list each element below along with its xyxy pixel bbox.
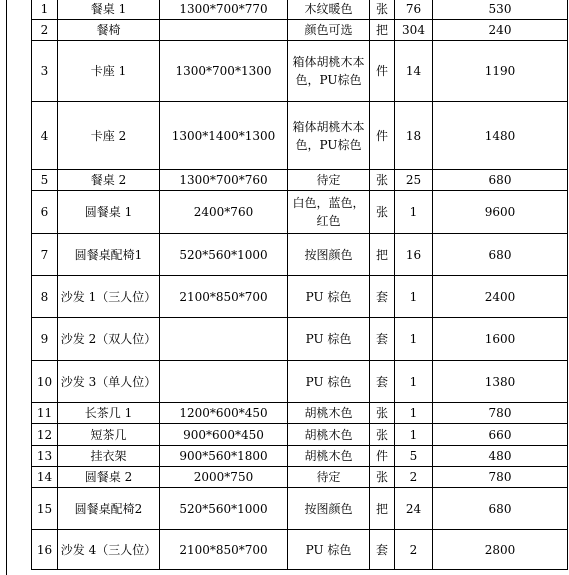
row-number: 14 bbox=[32, 467, 58, 488]
row-number: 1 bbox=[32, 0, 58, 20]
item-unit: 张 bbox=[370, 191, 395, 234]
item-quantity: 24 bbox=[395, 488, 433, 530]
item-color: 按图颜色 bbox=[288, 234, 370, 276]
item-color: 待定 bbox=[288, 467, 370, 488]
table-row bbox=[32, 403, 568, 424]
item-price: 1480 bbox=[433, 102, 568, 170]
item-price: 680 bbox=[433, 234, 568, 276]
item-quantity: 2 bbox=[395, 530, 433, 570]
item-price: 2800 bbox=[433, 530, 568, 570]
item-price: 660 bbox=[433, 424, 568, 446]
item-color: 颜色可选 bbox=[288, 20, 370, 41]
item-quantity: 1 bbox=[395, 403, 433, 424]
row-number: 9 bbox=[32, 318, 58, 361]
item-unit: 套 bbox=[370, 530, 395, 570]
table-row bbox=[32, 361, 568, 403]
item-quantity: 16 bbox=[395, 234, 433, 276]
table-row bbox=[32, 170, 568, 191]
item-name: 圆餐桌配椅1 bbox=[58, 234, 160, 276]
item-price: 780 bbox=[433, 467, 568, 488]
table-row bbox=[32, 276, 568, 318]
item-unit: 套 bbox=[370, 318, 395, 361]
row-number: 8 bbox=[32, 276, 58, 318]
item-size bbox=[160, 20, 288, 41]
item-size bbox=[160, 318, 288, 361]
item-unit: 张 bbox=[370, 0, 395, 20]
item-quantity: 76 bbox=[395, 0, 433, 20]
item-name: 餐椅 bbox=[58, 20, 160, 41]
item-unit: 把 bbox=[370, 20, 395, 41]
item-size: 900*600*450 bbox=[160, 424, 288, 446]
item-name: 圆餐桌 1 bbox=[58, 191, 160, 234]
item-quantity: 18 bbox=[395, 102, 433, 170]
row-number: 12 bbox=[32, 424, 58, 446]
table-row bbox=[32, 318, 568, 361]
item-unit: 张 bbox=[370, 467, 395, 488]
item-size: 900*560*1800 bbox=[160, 446, 288, 467]
row-number: 11 bbox=[32, 403, 58, 424]
item-size bbox=[160, 361, 288, 403]
row-number: 15 bbox=[32, 488, 58, 530]
item-size: 2100*850*700 bbox=[160, 276, 288, 318]
item-price: 9600 bbox=[433, 191, 568, 234]
item-size: 1300*1400*1300 bbox=[160, 102, 288, 170]
table-row bbox=[32, 446, 568, 467]
item-price: 480 bbox=[433, 446, 568, 467]
item-quantity: 304 bbox=[395, 20, 433, 41]
item-unit: 张 bbox=[370, 170, 395, 191]
item-quantity: 14 bbox=[395, 41, 433, 102]
item-price: 240 bbox=[433, 20, 568, 41]
table-row bbox=[32, 20, 568, 41]
left-margin-rule bbox=[6, 0, 7, 575]
item-name: 餐桌 2 bbox=[58, 170, 160, 191]
item-quantity: 1 bbox=[395, 276, 433, 318]
item-size: 1300*700*760 bbox=[160, 170, 288, 191]
item-color: 胡桃木色 bbox=[288, 403, 370, 424]
item-unit: 张 bbox=[370, 403, 395, 424]
item-unit: 套 bbox=[370, 276, 395, 318]
item-price: 2400 bbox=[433, 276, 568, 318]
row-number: 13 bbox=[32, 446, 58, 467]
item-name: 餐桌 1 bbox=[58, 0, 160, 20]
item-quantity: 1 bbox=[395, 424, 433, 446]
row-number: 3 bbox=[32, 41, 58, 102]
table-row bbox=[32, 41, 568, 102]
table-row bbox=[32, 234, 568, 276]
row-number: 7 bbox=[32, 234, 58, 276]
item-color: 箱体胡桃木本色，PU棕色 bbox=[288, 102, 370, 170]
item-size: 1300*700*1300 bbox=[160, 41, 288, 102]
table-row bbox=[32, 424, 568, 446]
row-number: 16 bbox=[32, 530, 58, 570]
item-price: 1380 bbox=[433, 361, 568, 403]
item-quantity: 1 bbox=[395, 361, 433, 403]
table-row bbox=[32, 102, 568, 170]
item-price: 530 bbox=[433, 0, 568, 20]
item-size: 520*560*1000 bbox=[160, 234, 288, 276]
item-quantity: 1 bbox=[395, 318, 433, 361]
item-name: 短茶几 bbox=[58, 424, 160, 446]
item-name: 卡座 2 bbox=[58, 102, 160, 170]
item-color: PU 棕色 bbox=[288, 276, 370, 318]
item-unit: 把 bbox=[370, 488, 395, 530]
item-price: 1190 bbox=[433, 41, 568, 102]
item-name: 沙发 4（三人位） bbox=[58, 530, 160, 570]
item-quantity: 25 bbox=[395, 170, 433, 191]
item-name: 挂衣架 bbox=[58, 446, 160, 467]
item-price: 680 bbox=[433, 170, 568, 191]
item-color: 待定 bbox=[288, 170, 370, 191]
row-number: 2 bbox=[32, 20, 58, 41]
item-unit: 件 bbox=[370, 41, 395, 102]
item-size: 1200*600*450 bbox=[160, 403, 288, 424]
item-color: 胡桃木色 bbox=[288, 424, 370, 446]
item-name: 卡座 1 bbox=[58, 41, 160, 102]
item-quantity: 1 bbox=[395, 191, 433, 234]
item-name: 圆餐桌 2 bbox=[58, 467, 160, 488]
item-size: 2400*760 bbox=[160, 191, 288, 234]
table-row bbox=[32, 191, 568, 234]
item-size: 1300*700*770 bbox=[160, 0, 288, 20]
item-color: PU 棕色 bbox=[288, 361, 370, 403]
item-price: 780 bbox=[433, 403, 568, 424]
table-row bbox=[32, 467, 568, 488]
item-name: 沙发 2（双人位） bbox=[58, 318, 160, 361]
row-number: 6 bbox=[32, 191, 58, 234]
item-color: 白色，蓝色，红色 bbox=[288, 191, 370, 234]
table-row bbox=[32, 530, 568, 570]
item-name: 沙发 1（三人位） bbox=[58, 276, 160, 318]
item-unit: 把 bbox=[370, 234, 395, 276]
item-unit: 张 bbox=[370, 424, 395, 446]
table-row bbox=[32, 0, 568, 20]
item-size: 2100*850*700 bbox=[160, 530, 288, 570]
item-size: 520*560*1000 bbox=[160, 488, 288, 530]
item-name: 沙发 3（单人位） bbox=[58, 361, 160, 403]
item-price: 680 bbox=[433, 488, 568, 530]
item-price: 1600 bbox=[433, 318, 568, 361]
item-color: 按图颜色 bbox=[288, 488, 370, 530]
row-number: 5 bbox=[32, 170, 58, 191]
item-unit: 套 bbox=[370, 361, 395, 403]
item-unit: 件 bbox=[370, 446, 395, 467]
row-number: 4 bbox=[32, 102, 58, 170]
item-unit: 件 bbox=[370, 102, 395, 170]
item-name: 圆餐桌配椅2 bbox=[58, 488, 160, 530]
item-color: PU 棕色 bbox=[288, 530, 370, 570]
item-name: 长茶几 1 bbox=[58, 403, 160, 424]
item-size: 2000*750 bbox=[160, 467, 288, 488]
row-number: 10 bbox=[32, 361, 58, 403]
item-quantity: 2 bbox=[395, 467, 433, 488]
furniture-table bbox=[31, 0, 568, 570]
item-quantity: 5 bbox=[395, 446, 433, 467]
item-color: PU 棕色 bbox=[288, 318, 370, 361]
table-row bbox=[32, 488, 568, 530]
item-color: 胡桃木色 bbox=[288, 446, 370, 467]
item-color: 木纹暖色 bbox=[288, 0, 370, 20]
item-color: 箱体胡桃木本色，PU棕色 bbox=[288, 41, 370, 102]
